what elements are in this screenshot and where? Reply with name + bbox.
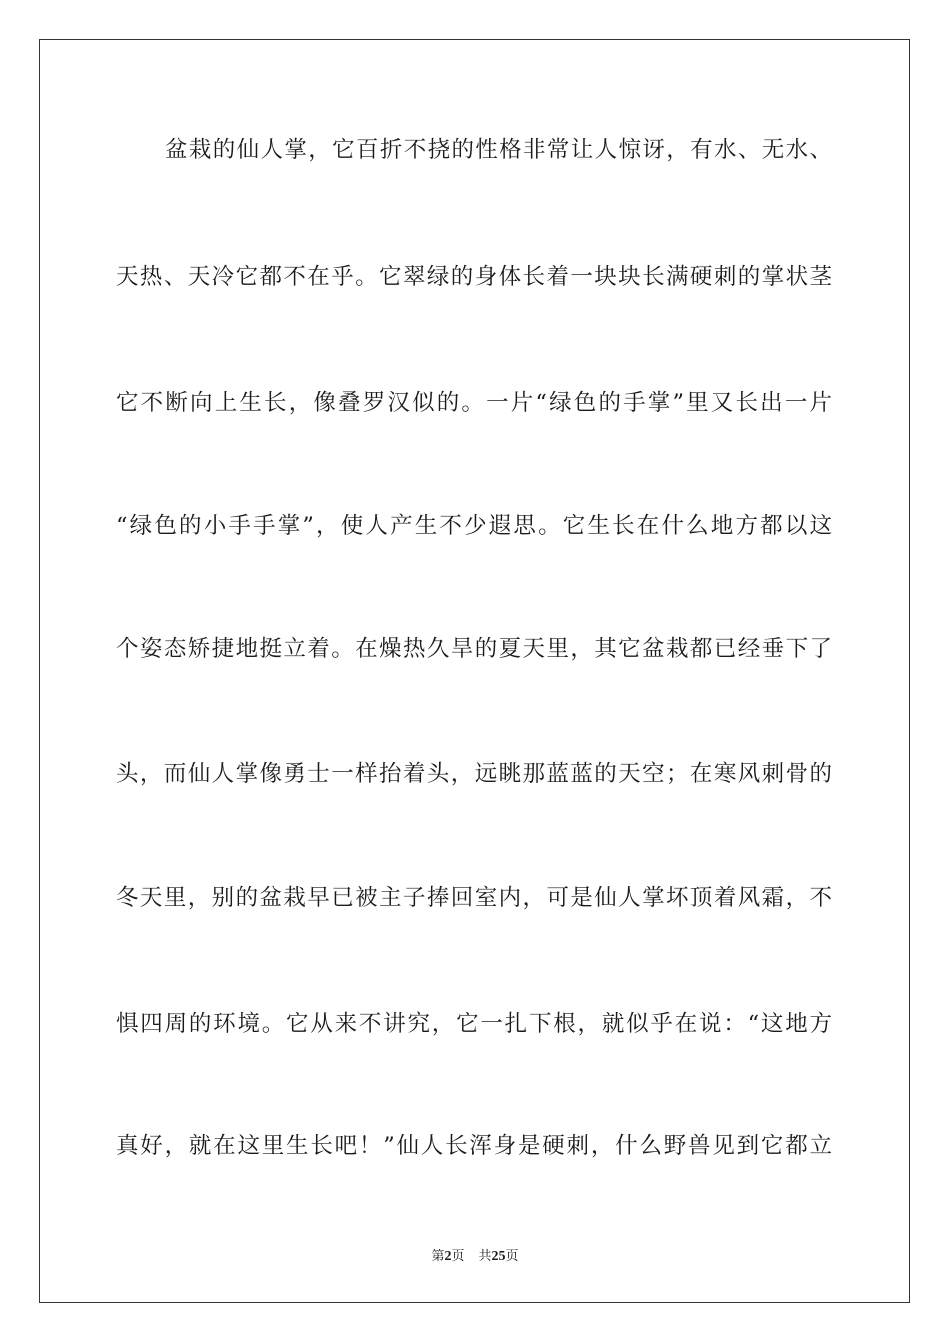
page-suffix: 页 <box>451 1249 465 1264</box>
text-line-1: 盆栽的仙人掌，它百折不挠的性格非常让人惊讶，有水、无水、 <box>165 137 832 163</box>
text-line-2: 天热、天冷它都不在乎。它翠绿的身体长着一块块长满硬刺的掌状茎 <box>116 264 832 290</box>
page-footer <box>0 1245 950 1265</box>
page-number: 2 <box>444 1249 452 1264</box>
text-line-8: 惧四周的环境。它从来不讲究，它一扎下根，就似乎在说：“这地方 <box>116 1011 832 1037</box>
text-line-6: 头，而仙人掌像勇士一样抬着头，远眺那蓝蓝的天空；在寒风刺骨的 <box>116 761 832 787</box>
total-pages: 25 <box>491 1249 506 1264</box>
text-line-5: 个姿态矫捷地挺立着。在燥热久旱的夏天里，其它盆栽都已经垂下了 <box>116 636 832 662</box>
total-suffix: 页 <box>505 1249 519 1264</box>
text-line-4: “绿色的小手手掌”，使人产生不少遐思。它生长在什么地方都以这 <box>116 513 832 539</box>
text-line-7: 冬天里，别的盆栽早已被主子捧回室内，可是仙人掌坏顶着风霜，不 <box>116 885 832 911</box>
page-prefix: 第 <box>431 1249 445 1264</box>
text-line-3: 它不断向上生长，像叠罗汉似的。一片“绿色的手掌”里又长出一片 <box>116 390 832 416</box>
total-prefix: 共 <box>478 1249 492 1264</box>
text-line-9: 真好，就在这里生长吧！”仙人长浑身是硬刺，什么野兽见到它都立 <box>116 1133 832 1159</box>
